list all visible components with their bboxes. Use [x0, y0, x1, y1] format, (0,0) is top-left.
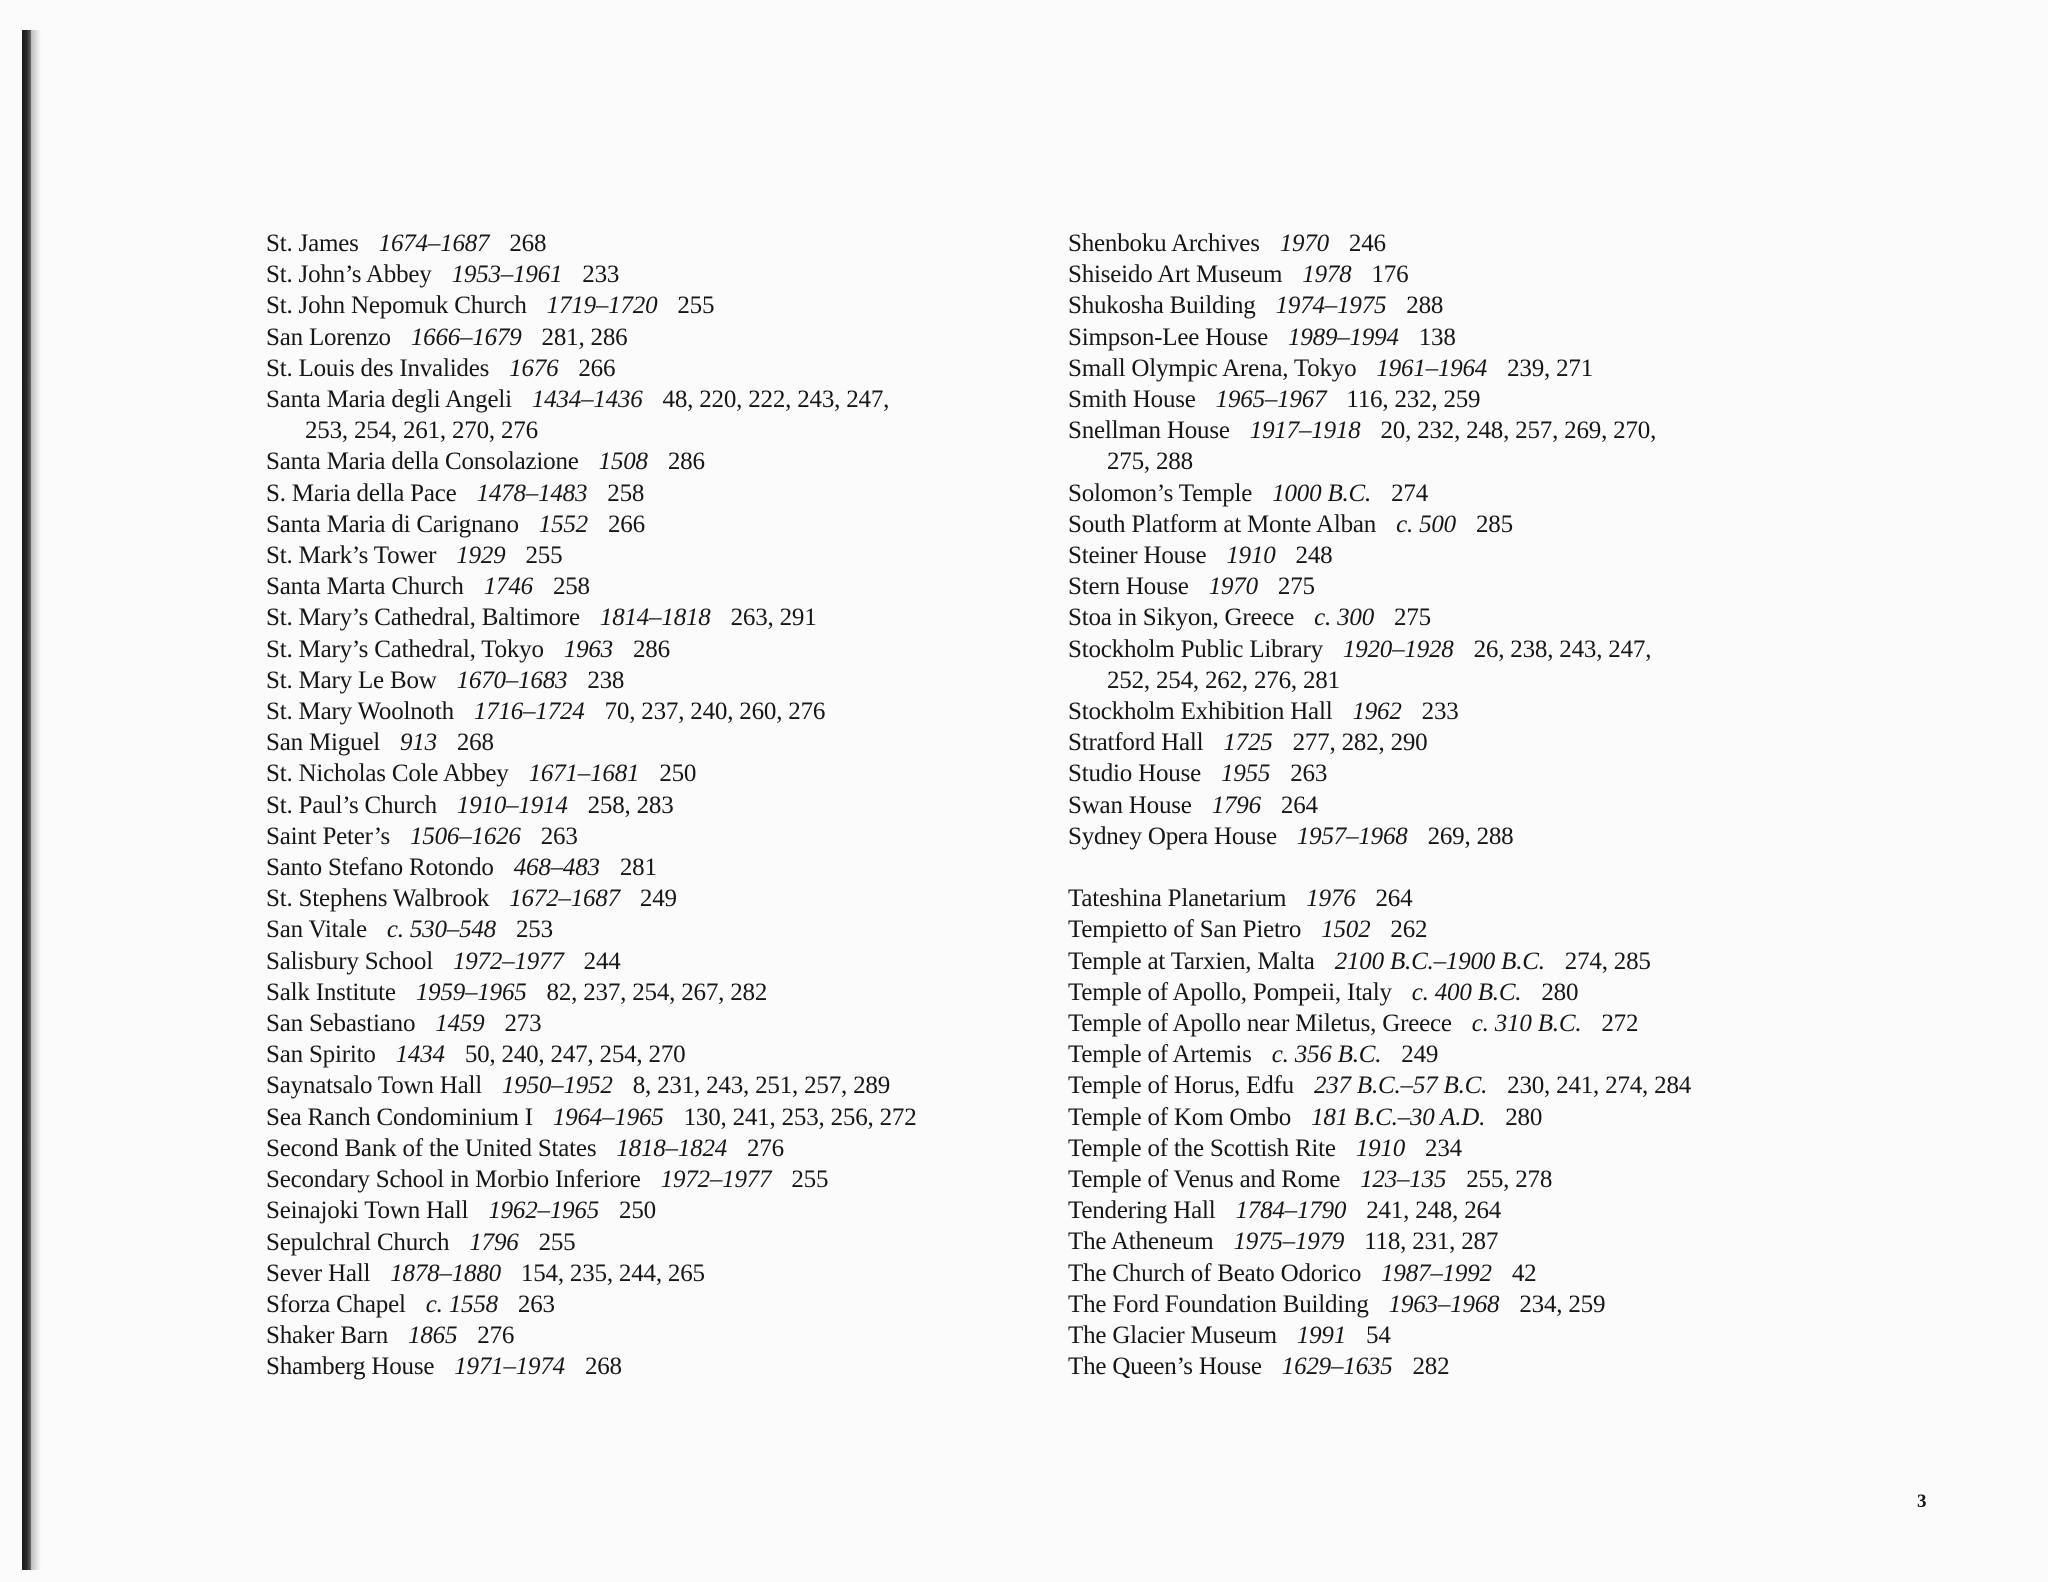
index-entry — [1068, 1039, 1828, 1070]
entry-date: 1674–1687 — [378, 230, 490, 257]
entry-date: 1796 — [1211, 791, 1261, 819]
entry-pages: 281, 286 — [541, 323, 628, 351]
index-entry — [266, 696, 1046, 727]
entry-date: 1961–1964 — [1376, 354, 1488, 382]
entry-pages: 138 — [1418, 323, 1456, 351]
entry-date: 1676 — [509, 354, 559, 382]
index-entry — [266, 1133, 1046, 1164]
entry-name: St. Nicholas Cole Abbey — [266, 760, 509, 788]
entry-date: 1965–1967 — [1215, 386, 1327, 414]
entry-date: c. 500 — [1396, 510, 1456, 538]
entry-name: Temple at Tarxien, Malta — [1068, 947, 1315, 975]
entry-pages: 266 — [607, 510, 645, 538]
entry-date: 1000 B.C. — [1272, 479, 1372, 507]
entry-name: Saynatsalo Town Hall — [266, 1072, 482, 1100]
entry-date: 1962 — [1352, 698, 1402, 726]
entry-date: 1434 — [395, 1041, 445, 1069]
entry-name: St. Louis des Invalides — [266, 354, 490, 382]
entry-name: Seinajoki Town Hall — [266, 1197, 469, 1225]
index-entry — [1068, 415, 1828, 477]
entry-pages: 239, 271 — [1507, 354, 1594, 382]
entry-name: Small Olympic Arena, Tokyo — [1068, 354, 1357, 382]
entry-name: Snellman House — [1068, 417, 1230, 445]
index-entry — [266, 353, 1046, 384]
index-entry — [266, 228, 1046, 259]
entry-date: c. 1558 — [425, 1290, 498, 1318]
entry-pages: 268 — [509, 230, 547, 257]
entry-name: St. John Nepomuk Church — [266, 292, 527, 320]
entry-pages: 116, 232, 259 — [1346, 386, 1481, 414]
index-entry — [266, 1164, 1046, 1195]
entry-date: 1910 — [1226, 542, 1276, 570]
index-entry — [1068, 478, 1828, 509]
entry-name: Temple of Artemis — [1068, 1041, 1252, 1069]
entry-date: 1552 — [538, 510, 588, 538]
index-entry — [266, 758, 1046, 789]
entry-date: 1818–1824 — [616, 1134, 728, 1162]
entry-pages: 255 — [538, 1228, 576, 1256]
entry-pages: 275 — [1277, 573, 1315, 601]
index-entry — [266, 665, 1046, 696]
entry-pages: 258 — [552, 573, 590, 601]
entry-name: San Vitale — [266, 916, 367, 944]
entry-date: 1796 — [469, 1228, 519, 1256]
page-number: 3 — [1917, 1491, 1927, 1512]
entry-date: 1959–1965 — [415, 978, 527, 1006]
entry-date: 1991 — [1296, 1322, 1347, 1350]
entry-pages: 26, 238, 243, 247, — [1473, 635, 1652, 663]
index-entry — [266, 634, 1046, 665]
index-entry — [266, 1008, 1046, 1039]
index-entry — [266, 946, 1046, 977]
entry-date: 1978 — [1302, 261, 1352, 289]
entry-date: 1784–1790 — [1235, 1197, 1347, 1225]
entry-pages: 233 — [1421, 698, 1459, 726]
entry-name: Smith House — [1068, 386, 1196, 414]
entry-date: 468–483 — [513, 854, 600, 882]
index-entry — [1068, 790, 1828, 821]
entry-pages: 42 — [1511, 1259, 1537, 1287]
entry-name: Shiseido Art Museum — [1068, 261, 1283, 289]
entry-pages: 118, 231, 287 — [1364, 1228, 1499, 1256]
entry-pages: 280 — [1541, 978, 1579, 1006]
index-entry — [1068, 509, 1828, 540]
entry-pages: 233 — [582, 261, 620, 289]
entry-date: 1970 — [1208, 573, 1258, 601]
entry-pages: 258, 283 — [587, 791, 674, 819]
index-entry — [266, 1227, 1046, 1258]
entry-name: Studio House — [1068, 760, 1202, 788]
entry-date: 1725 — [1223, 729, 1273, 757]
entry-name: Stockholm Public Library — [1068, 635, 1323, 663]
entry-name: Temple of Apollo near Miletus, Greece — [1068, 1010, 1452, 1038]
entry-pages: 48, 220, 222, 243, 247, — [662, 386, 890, 414]
entry-name: Swan House — [1068, 791, 1192, 819]
entry-name: S. Maria della Pace — [266, 479, 457, 507]
index-entry — [1068, 259, 1828, 290]
index-entry — [266, 1102, 1046, 1133]
entry-date: 1910–1914 — [456, 791, 568, 819]
index-entry — [1068, 634, 1828, 696]
entry-pages: 282 — [1412, 1353, 1450, 1381]
entry-pages-continued: 252, 254, 262, 276, 281 — [1107, 666, 1340, 694]
entry-name: Solomon’s Temple — [1068, 479, 1253, 507]
entry-date: 1970 — [1279, 230, 1329, 257]
entry-pages: 82, 237, 254, 267, 282 — [546, 978, 768, 1006]
entry-name: Stern House — [1068, 573, 1189, 601]
index-entry — [266, 1039, 1046, 1070]
entry-pages: 274, 285 — [1564, 947, 1651, 975]
index-entry — [266, 977, 1046, 1008]
entry-pages: 154, 235, 244, 265 — [520, 1259, 705, 1287]
entry-date: 1971–1974 — [454, 1353, 565, 1381]
index-entry — [266, 727, 1046, 758]
entry-name: Stoa in Sikyon, Greece — [1068, 604, 1295, 632]
entry-pages: 70, 237, 240, 260, 276 — [604, 698, 826, 726]
entry-pages: 255, 278 — [1466, 1166, 1553, 1194]
index-entry — [1068, 883, 1828, 914]
entry-date: 1962–1965 — [488, 1197, 600, 1225]
entry-date: 1478–1483 — [476, 479, 588, 507]
index-entry — [1068, 228, 1828, 259]
entry-date: 237 B.C.–57 B.C. — [1313, 1072, 1488, 1100]
entry-name: Saint Peter’s — [266, 822, 391, 850]
entry-pages: 285 — [1475, 510, 1513, 538]
entry-pages: 268 — [456, 729, 494, 757]
index-entry — [266, 509, 1046, 540]
index-entry — [266, 1258, 1046, 1289]
entry-date: 1670–1683 — [456, 666, 568, 694]
entry-name: Santa Maria degli Angeli — [266, 386, 512, 414]
index-entry — [266, 1070, 1046, 1101]
index-entry — [266, 384, 1046, 446]
entry-date: 1716–1724 — [473, 698, 585, 726]
entry-date: 1719–1720 — [546, 292, 658, 320]
entry-date: c. 300 — [1314, 604, 1375, 632]
entry-pages: 238 — [587, 666, 625, 694]
entry-pages: 286 — [667, 448, 705, 476]
index-entry — [266, 259, 1046, 290]
entry-name: St. Mary’s Cathedral, Tokyo — [266, 635, 544, 663]
entry-date: 1920–1928 — [1342, 635, 1454, 663]
index-column-left — [266, 228, 1046, 1383]
entry-date: 1506–1626 — [410, 822, 521, 850]
entry-pages: 264 — [1280, 791, 1318, 819]
entry-pages: 176 — [1371, 261, 1409, 289]
entry-date: 1963 — [563, 635, 613, 663]
entry-pages: 20, 232, 248, 257, 269, 270, — [1380, 417, 1657, 445]
entry-date: 1878–1880 — [390, 1259, 501, 1287]
entry-date: 1671–1681 — [528, 760, 640, 788]
entry-name: Temple of Venus and Rome — [1068, 1166, 1341, 1194]
entry-name: Tendering Hall — [1068, 1197, 1216, 1225]
entry-pages: 249 — [1401, 1041, 1439, 1069]
entry-name: Steiner House — [1068, 542, 1207, 570]
entry-name: Temple of Apollo, Pompeii, Italy — [1068, 978, 1392, 1006]
entry-date: 1987–1992 — [1381, 1259, 1492, 1287]
entry-date: 913 — [399, 729, 437, 757]
entry-name: St. James — [266, 230, 359, 257]
entry-name: St. Mary’s Cathedral, Baltimore — [266, 604, 580, 632]
entry-date: 1964–1965 — [552, 1103, 664, 1131]
entry-pages: 263 — [517, 1290, 555, 1318]
index-entry — [1068, 540, 1828, 571]
index-entry — [266, 446, 1046, 477]
index-entry — [266, 540, 1046, 571]
entry-date: 123–135 — [1360, 1166, 1447, 1194]
entry-pages: 246 — [1348, 230, 1386, 257]
index-entry — [266, 571, 1046, 602]
entry-name: Shukosha Building — [1068, 292, 1256, 320]
entry-pages: 274 — [1391, 479, 1428, 507]
entry-name: St. Paul’s Church — [266, 791, 437, 819]
entry-pages: 234 — [1425, 1134, 1462, 1162]
entry-name: Temple of Kom Ombo — [1068, 1103, 1292, 1131]
entry-date: 1459 — [435, 1010, 485, 1038]
index-entry — [1068, 1320, 1828, 1351]
entry-name: St. Stephens Walbrook — [266, 885, 490, 913]
index-entry — [1068, 1102, 1828, 1133]
entry-pages: 263 — [1290, 760, 1328, 788]
index-entry — [266, 883, 1046, 914]
index-entry — [1068, 1164, 1828, 1195]
entry-pages: 244 — [583, 947, 621, 975]
index-entry — [266, 852, 1046, 883]
entry-date: 1929 — [456, 542, 506, 570]
entry-pages: 262 — [1390, 916, 1428, 944]
entry-name: South Platform at Monte Alban — [1068, 510, 1377, 538]
entry-date: 1955 — [1221, 760, 1271, 788]
entry-date: 1746 — [483, 573, 533, 601]
entry-date: 2100 B.C.–1900 B.C. — [1334, 947, 1545, 975]
entry-date: 1975–1979 — [1233, 1228, 1345, 1256]
entry-date: 1434–1436 — [531, 386, 643, 414]
index-entry — [266, 914, 1046, 945]
entry-date: 1953–1961 — [451, 261, 563, 289]
entry-date: 1950–1952 — [501, 1072, 613, 1100]
entry-date: 1972–1977 — [452, 947, 564, 975]
index-entry — [1068, 602, 1828, 633]
entry-date: 1508 — [598, 448, 648, 476]
entry-name: St. Mark’s Tower — [266, 542, 437, 570]
index-column-right — [1068, 228, 1828, 1383]
index-entry — [1068, 384, 1828, 415]
entry-date: c. 356 B.C. — [1271, 1041, 1382, 1069]
entry-name: The Glacier Museum — [1068, 1322, 1277, 1350]
entry-name: Shaker Barn — [266, 1322, 389, 1350]
entry-pages: 8, 231, 243, 251, 257, 289 — [632, 1072, 890, 1100]
entry-pages: 54 — [1366, 1322, 1391, 1350]
index-entry — [1068, 1070, 1828, 1101]
entry-name: Simpson-Lee House — [1068, 323, 1269, 351]
entry-pages: 264 — [1375, 885, 1413, 913]
entry-name: San Lorenzo — [266, 323, 391, 351]
index-entry — [1068, 727, 1828, 758]
entry-date: 1976 — [1306, 885, 1356, 913]
entry-date: 1989–1994 — [1288, 323, 1399, 351]
index-entry — [266, 821, 1046, 852]
entry-date: 1963–1968 — [1388, 1290, 1500, 1318]
index-entry — [266, 1351, 1046, 1382]
entry-name: Santo Stefano Rotondo — [266, 854, 494, 882]
index-entry — [1068, 353, 1828, 384]
entry-pages: 50, 240, 247, 254, 270 — [464, 1041, 686, 1069]
entry-name: Temple of Horus, Edfu — [1068, 1072, 1294, 1100]
index-entry — [1068, 1008, 1828, 1039]
entry-name: The Queen’s House — [1068, 1353, 1262, 1381]
entry-date: 1910 — [1355, 1134, 1406, 1162]
entry-pages: 263 — [540, 822, 578, 850]
entry-name: San Sebastiano — [266, 1010, 416, 1038]
entry-name: St. Mary Le Bow — [266, 666, 437, 694]
entry-name: Temple of the Scottish Rite — [1068, 1134, 1336, 1162]
entry-pages-continued: 253, 254, 261, 270, 276 — [305, 417, 538, 445]
entry-date: 1972–1977 — [660, 1166, 772, 1194]
entry-pages: 288 — [1406, 292, 1444, 320]
entry-pages: 275 — [1394, 604, 1431, 632]
entry-name: Salisbury School — [266, 947, 433, 975]
entry-pages: 273 — [504, 1010, 542, 1038]
entry-date: 1814–1818 — [599, 604, 711, 632]
index-entry — [1068, 758, 1828, 789]
book-binding-fade — [31, 30, 41, 1570]
entry-pages: 130, 241, 253, 256, 272 — [683, 1103, 917, 1131]
entry-date: c. 310 B.C. — [1471, 1010, 1582, 1038]
index-entry — [266, 478, 1046, 509]
entry-date: 1957–1968 — [1296, 822, 1408, 850]
entry-name: Stratford Hall — [1068, 729, 1204, 757]
entry-pages: 248 — [1295, 542, 1333, 570]
entry-pages: 230, 241, 274, 284 — [1507, 1072, 1692, 1100]
index-entry — [1068, 696, 1828, 727]
entry-pages: 269, 288 — [1427, 822, 1514, 850]
index-entry — [266, 322, 1046, 353]
entry-date: c. 400 B.C. — [1411, 978, 1522, 1006]
entry-name: Tateshina Planetarium — [1068, 885, 1287, 913]
entry-pages: 255 — [677, 292, 715, 320]
book-binding-shadow — [22, 30, 31, 1570]
index-entry — [266, 1195, 1046, 1226]
entry-pages: 250 — [659, 760, 697, 788]
entry-pages: 281 — [619, 854, 657, 882]
entry-date: 1502 — [1321, 916, 1371, 944]
entry-name: Santa Maria della Consolazione — [266, 448, 579, 476]
entry-pages: 276 — [747, 1134, 784, 1162]
entry-pages: 276 — [477, 1322, 515, 1350]
entry-name: Stockholm Exhibition Hall — [1068, 698, 1333, 726]
entry-pages: 250 — [619, 1197, 656, 1225]
entry-name: Sforza Chapel — [266, 1290, 406, 1318]
entry-name: San Spirito — [266, 1041, 376, 1069]
entry-name: Santa Marta Church — [266, 573, 464, 601]
entry-date: 1974–1975 — [1275, 292, 1387, 320]
entry-date: 1629–1635 — [1281, 1353, 1393, 1381]
index-entry — [266, 1289, 1046, 1320]
index-entry — [1068, 1289, 1828, 1320]
index-entry — [1068, 1351, 1828, 1382]
entry-date: 181 B.C.–30 A.D. — [1311, 1103, 1486, 1131]
entry-pages: 280 — [1505, 1103, 1543, 1131]
entry-date: 1865 — [408, 1322, 458, 1350]
entry-name: Shenboku Archives — [1068, 230, 1260, 257]
index-entry — [266, 790, 1046, 821]
entry-name: St. John’s Abbey — [266, 261, 432, 289]
entry-name: Sever Hall — [266, 1259, 371, 1287]
index-entry — [266, 602, 1046, 633]
entry-name: The Church of Beato Odorico — [1068, 1259, 1362, 1287]
entry-pages: 255 — [525, 542, 563, 570]
entry-pages: 286 — [632, 635, 670, 663]
entry-name: The Ford Foundation Building — [1068, 1290, 1369, 1318]
entry-pages: 272 — [1601, 1010, 1639, 1038]
entry-name: Sepulchral Church — [266, 1228, 450, 1256]
entry-date: 1917–1918 — [1249, 417, 1361, 445]
entry-name: San Miguel — [266, 729, 380, 757]
index-entry — [1068, 1226, 1828, 1257]
index-entry — [1068, 290, 1828, 321]
entry-pages: 266 — [578, 354, 616, 382]
entry-name: The Atheneum — [1068, 1228, 1214, 1256]
index-entry — [1068, 1258, 1828, 1289]
entry-pages: 268 — [584, 1353, 622, 1381]
entry-name: Salk Institute — [266, 978, 396, 1006]
index-entry — [1068, 1195, 1828, 1226]
index-entry — [266, 290, 1046, 321]
entry-pages: 263, 291 — [730, 604, 817, 632]
entry-date: 1666–1679 — [410, 323, 522, 351]
index-entry — [266, 1320, 1046, 1351]
index-entry — [1068, 1133, 1828, 1164]
entry-pages: 277, 282, 290 — [1292, 729, 1428, 757]
index-entry — [1068, 977, 1828, 1008]
entry-pages-continued: 275, 288 — [1107, 448, 1193, 476]
entry-name: Sea Ranch Condominium I — [266, 1103, 533, 1131]
entry-name: Secondary School in Morbio Inferiore — [266, 1166, 641, 1194]
index-entry — [1068, 914, 1828, 945]
entry-name: Sydney Opera House — [1068, 822, 1277, 850]
entry-name: Santa Maria di Carignano — [266, 510, 519, 538]
entry-pages: 241, 248, 264 — [1366, 1197, 1502, 1225]
entry-date: 1672–1687 — [509, 885, 620, 913]
letter-section-gap — [1068, 852, 1828, 883]
entry-pages: 249 — [639, 885, 677, 913]
entry-name: St. Mary Woolnoth — [266, 698, 454, 726]
entry-name: Second Bank of the United States — [266, 1134, 597, 1162]
index-entry — [1068, 946, 1828, 977]
index-entry — [1068, 821, 1828, 852]
entry-pages: 258 — [607, 479, 645, 507]
index-entry — [1068, 322, 1828, 353]
entry-name: Shamberg House — [266, 1353, 435, 1381]
entry-date: c. 530–548 — [386, 916, 496, 944]
index-entry — [1068, 571, 1828, 602]
entry-pages: 255 — [791, 1166, 829, 1194]
entry-pages: 253 — [516, 916, 553, 944]
entry-pages: 234, 259 — [1519, 1290, 1606, 1318]
entry-name: Tempietto of San Pietro — [1068, 916, 1302, 944]
